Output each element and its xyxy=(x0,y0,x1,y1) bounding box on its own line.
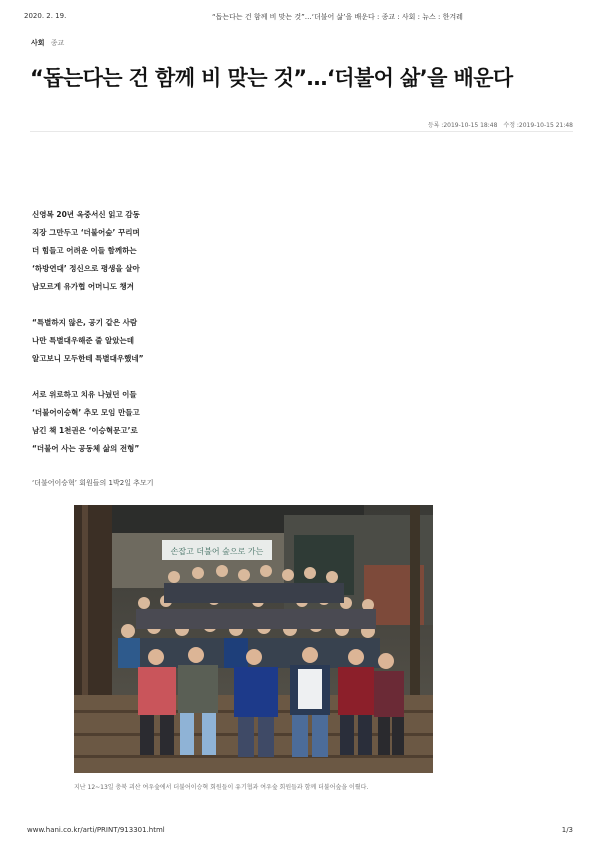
divider xyxy=(30,131,573,132)
print-date: 2020. 2. 19. xyxy=(24,12,67,20)
section-sub[interactable]: 종교 xyxy=(50,39,65,47)
banner-text: 손잡고 더불어 숲으로 가는 xyxy=(170,547,264,556)
section-main[interactable]: 사회 xyxy=(31,39,45,47)
summary-line: 신영복 20년 옥중서신 읽고 감동 xyxy=(32,210,140,219)
summary-line: ‘하방연대’ 정신으로 평생을 살아 xyxy=(32,264,140,273)
group-photo xyxy=(74,505,433,773)
registered-date: 등록 :2019-10-15 18:48 xyxy=(427,122,498,129)
summary-line: 남모르게 유가협 어머니도 챙겨 xyxy=(32,282,135,291)
summary-line: 나만 특별대우해준 줄 알았는데 xyxy=(32,336,135,345)
summary-block-2 xyxy=(32,314,144,368)
summary-line: 서로 위로하고 치유 나눴던 이들 xyxy=(32,390,137,399)
print-page-title: “돕는다는 건 함께 비 맞는 것”…‘더불어 삶’을 배운다 : 종교 : 사회 : 뉴스 : 한겨레 xyxy=(212,13,463,21)
summary-line: “특별하지 않은, 공기 같은 사람 xyxy=(32,318,138,327)
modified-date: 수정 :2019-10-15 21:48 xyxy=(503,122,573,129)
article-headline: “돕는다는 건 함께 비 맞는 것”…‘더불어 삶’을 배운다 xyxy=(30,66,513,90)
photo-title: ‘더불어이승혁’ 회원들의 1박2일 추모기 xyxy=(32,479,154,487)
group-photo-illustration xyxy=(74,505,433,773)
summary-line: 직장 그만두고 ‘더불어숲’ 꾸리며 xyxy=(32,228,140,237)
summary-line: ‘더불어이승혁’ 추모 모임 만들고 xyxy=(32,408,140,417)
summary-line: 알고보니 모두한테 특별대우했네” xyxy=(32,354,144,363)
photo-caption: 지난 12~13일 충북 괴산 여우숲에서 더불어이승혁 회원들이 유기협과 여우숲 회원들과 함께 더불어숲을 이뤘다. xyxy=(74,784,369,791)
page-url[interactable]: www.hani.co.kr/arti/PRINT/913301.html xyxy=(27,826,165,834)
summary-block-1 xyxy=(32,206,140,296)
summary-line: “더불어 사는 공동체 삶의 전형” xyxy=(32,444,140,453)
article-dates xyxy=(428,120,573,129)
page-number: 1/3 xyxy=(561,826,573,834)
section-label xyxy=(31,38,64,48)
summary-block-3 xyxy=(32,386,140,458)
summary-line: 남긴 책 1천권은 ‘이승혁문고’로 xyxy=(32,426,138,435)
summary-line: 더 힘들고 어려운 이들 함께하는 xyxy=(32,246,137,255)
